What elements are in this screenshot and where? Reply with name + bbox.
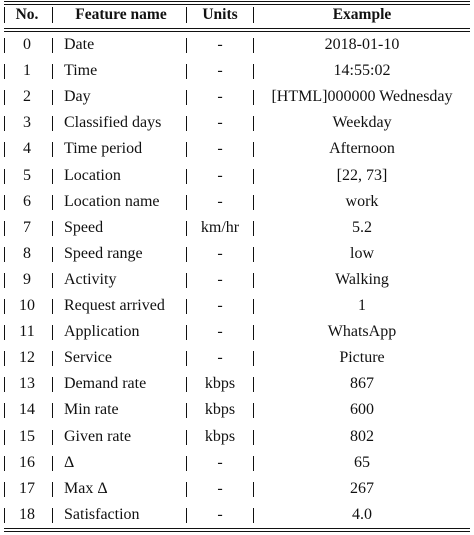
units: -	[217, 453, 223, 471]
table-row	[0, 450, 474, 476]
example-value: Walking	[335, 270, 389, 288]
column-separator	[52, 482, 53, 497]
row-number: 10	[19, 297, 35, 314]
example-value: 5.2	[352, 218, 372, 236]
units: km/hr	[200, 218, 240, 236]
feature-name: Given rate	[64, 427, 132, 445]
column-separator	[52, 403, 53, 418]
header-units: Units	[202, 6, 238, 23]
feature-name: Classified days	[64, 114, 162, 132]
feature-name: Time period	[64, 140, 143, 158]
table-row	[0, 136, 474, 162]
row-number: 2	[23, 88, 31, 106]
example-value: 2018-01-10	[324, 36, 400, 53]
row-number: 8	[23, 244, 31, 262]
table-row	[0, 58, 474, 84]
table-row	[0, 84, 474, 110]
column-separator	[52, 90, 53, 105]
table-header-row	[0, 2, 474, 28]
units: -	[217, 140, 223, 158]
units: -	[217, 88, 223, 106]
table-row	[0, 293, 474, 319]
units: -	[217, 479, 223, 497]
feature-name: Δ	[64, 453, 75, 471]
column-separator	[52, 169, 53, 184]
column-separator	[52, 64, 53, 79]
feature-name: Satisfaction	[64, 505, 140, 523]
units: -	[217, 505, 223, 523]
feature-name: Speed	[64, 218, 104, 236]
units: -	[217, 323, 223, 341]
column-separator	[52, 38, 53, 53]
column-separator	[52, 273, 53, 288]
row-number: 4	[23, 140, 31, 158]
bottom-rule	[4, 528, 470, 529]
units: -	[217, 192, 223, 210]
units: -	[217, 297, 223, 314]
units: kbps	[204, 427, 236, 445]
table-row	[0, 502, 474, 528]
units: kbps	[204, 375, 236, 393]
row-number: 16	[19, 453, 35, 471]
example-value: [HTML]000000 Wednesday	[271, 88, 453, 106]
units: -	[217, 166, 223, 184]
row-number: 14	[19, 401, 35, 419]
table-row	[0, 241, 474, 267]
example-value: work	[345, 192, 379, 210]
example-value: 4.0	[352, 505, 372, 523]
header-feature-name: Feature name	[75, 6, 167, 23]
example-value: Weekday	[332, 114, 392, 132]
table-row	[0, 371, 474, 397]
header-rule	[4, 28, 470, 29]
table-row	[0, 163, 474, 189]
example-value: WhatsApp	[327, 323, 397, 341]
table-row	[0, 397, 474, 423]
example-value: [22, 73]	[336, 166, 388, 184]
header-no: No.	[15, 6, 39, 23]
example-value: low	[350, 244, 374, 262]
units: -	[217, 36, 223, 53]
example-value: 600	[350, 401, 374, 419]
units: -	[217, 349, 223, 367]
table-row	[0, 476, 474, 502]
table-row	[0, 345, 474, 371]
row-number: 11	[19, 323, 35, 341]
column-separator	[52, 142, 53, 157]
feature-name: Application	[64, 323, 140, 341]
example-value: 65	[354, 453, 370, 471]
table-row	[0, 319, 474, 345]
feature-name: Time	[64, 62, 98, 80]
feature-name: Day	[64, 88, 91, 106]
row-number: 6	[23, 192, 31, 210]
feature-name: Demand rate	[64, 375, 147, 393]
column-separator	[52, 116, 53, 131]
units: kbps	[204, 401, 236, 419]
table-row	[0, 424, 474, 450]
example-value: 867	[350, 375, 374, 393]
feature-name: Max Δ	[64, 479, 108, 497]
table-row	[0, 215, 474, 241]
row-number: 9	[23, 270, 31, 288]
units: -	[217, 270, 223, 288]
row-number: 1	[23, 62, 31, 80]
row-number: 0	[23, 36, 31, 53]
example-value: 14:55:02	[333, 62, 391, 80]
row-number: 3	[23, 114, 31, 132]
row-number: 18	[19, 505, 35, 523]
row-number: 7	[23, 218, 31, 236]
column-separator	[52, 351, 53, 366]
feature-name: Service	[64, 349, 112, 367]
feature-name: Request arrived	[64, 297, 165, 314]
table-row	[0, 267, 474, 293]
column-separator	[52, 221, 53, 236]
example-value: 1	[358, 297, 366, 314]
column-separator	[52, 325, 53, 340]
feature-name: Location	[64, 166, 121, 184]
example-value: Picture	[339, 349, 385, 367]
feature-name: Min rate	[64, 401, 119, 419]
units: -	[217, 62, 223, 80]
column-separator	[52, 508, 53, 523]
feature-name: Location name	[64, 192, 160, 210]
feature-name: Speed range	[64, 244, 143, 262]
row-number: 5	[23, 166, 31, 184]
column-separator	[52, 299, 53, 314]
column-separator	[52, 247, 53, 262]
feature-name: Activity	[64, 270, 117, 288]
column-separator	[52, 7, 53, 23]
header-example: Example	[332, 6, 392, 23]
example-value: 267	[350, 479, 374, 497]
row-number: 13	[19, 375, 35, 393]
bottom-rule	[4, 531, 470, 532]
column-separator	[52, 195, 53, 210]
column-separator	[52, 456, 53, 471]
example-value: 802	[350, 427, 374, 445]
units: -	[217, 114, 223, 132]
column-separator	[52, 430, 53, 445]
column-separator	[52, 377, 53, 392]
row-number: 12	[19, 349, 35, 367]
table-row	[0, 189, 474, 215]
table-row	[0, 32, 474, 58]
units: -	[217, 244, 223, 262]
row-number: 15	[19, 427, 35, 445]
table-row	[0, 110, 474, 136]
row-number: 17	[19, 479, 35, 497]
example-value: Afternoon	[329, 140, 395, 158]
feature-name: Date	[64, 36, 95, 53]
